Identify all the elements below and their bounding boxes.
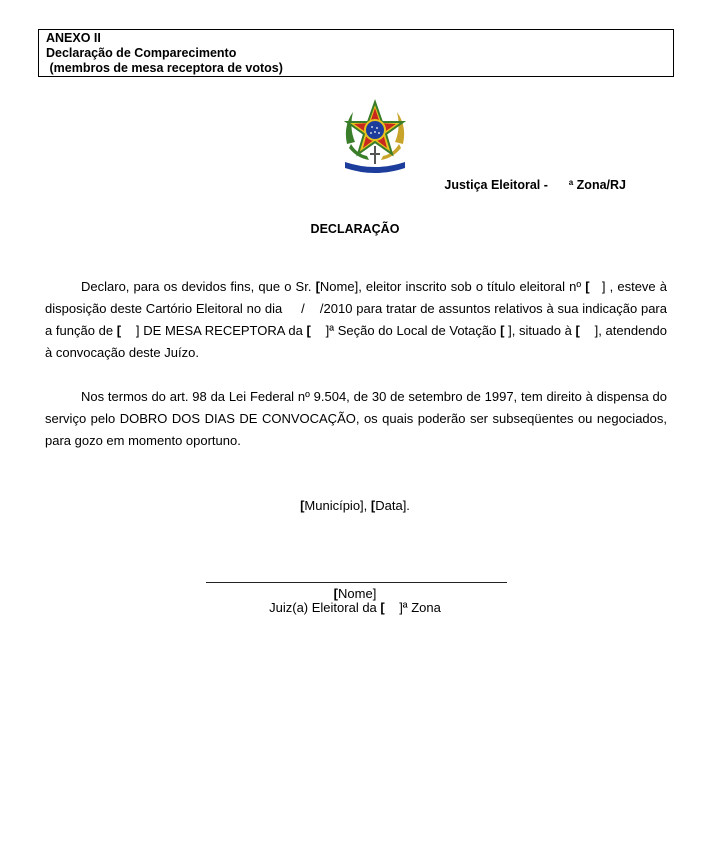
field-bracket: [ bbox=[500, 323, 505, 338]
field-bracket: [ bbox=[300, 498, 305, 513]
text: Nome], eleitor inscrito sob o título eleitoral nº bbox=[319, 279, 586, 294]
annex-header-box bbox=[38, 29, 674, 77]
court-ordinal: a bbox=[568, 178, 574, 187]
field-bracket: [ bbox=[116, 323, 122, 338]
field-bracket: [ bbox=[380, 600, 385, 615]
court-header bbox=[380, 178, 626, 192]
municipality-field: Município], bbox=[304, 498, 371, 513]
zone-field: ]ª Zona bbox=[384, 600, 441, 615]
field-bracket: [ bbox=[306, 323, 311, 338]
court-suffix: Zona/RJ bbox=[573, 178, 626, 192]
text: ] , esteve à disposição deste Cartório Eleitoral no dia / /2010 para tratar de assuntos relativos à sua indicação para a função de bbox=[45, 279, 671, 338]
signatory-name bbox=[0, 587, 710, 601]
field-bracket: [ bbox=[370, 498, 376, 513]
document-title: DECLARAÇÃO bbox=[310, 222, 400, 236]
signature-line bbox=[206, 582, 507, 583]
field-bracket: [ bbox=[333, 586, 339, 601]
legal-basis-paragraph bbox=[45, 386, 667, 452]
annex-number: ANEXO II bbox=[46, 31, 101, 45]
name-field: Nome] bbox=[338, 586, 377, 601]
text: Nos termos do art. 98 da Lei Federal nº 9.504, de 30 de setembro de 1997, tem direito à dispensa do serviço pelo DOBRO DOS DIAS DE CONVOCAÇÃO, os quais poderão ser subseqüentes ou negociados, para gozo em momento oportuno. bbox=[45, 389, 667, 448]
declaration-paragraph bbox=[45, 276, 671, 364]
field-bracket: [ bbox=[585, 279, 590, 294]
text: Juiz(a) Eleitoral da bbox=[269, 600, 381, 615]
place-and-date bbox=[0, 498, 710, 513]
coat-of-arms-icon bbox=[339, 98, 411, 178]
text: ] DE MESA RECEPTORA da bbox=[121, 323, 307, 338]
text: ], atendendo à convocação deste Juízo. bbox=[45, 323, 671, 360]
annex-title: Declaração de Comparecimento bbox=[46, 46, 237, 60]
text: Declaro, para os devidos fins, que o Sr. bbox=[81, 279, 316, 294]
field-bracket: [ bbox=[315, 279, 320, 294]
signatory-role bbox=[0, 601, 710, 615]
field-bracket: [ bbox=[575, 323, 580, 338]
court-prefix: Justiça Eleitoral - bbox=[444, 178, 569, 192]
date-field: Data]. bbox=[375, 498, 410, 513]
text: ]ª Seção do Local de Votação bbox=[310, 323, 501, 338]
text: ], situado à bbox=[504, 323, 576, 338]
annex-subtitle: (membros de mesa receptora de votos) bbox=[46, 61, 283, 75]
